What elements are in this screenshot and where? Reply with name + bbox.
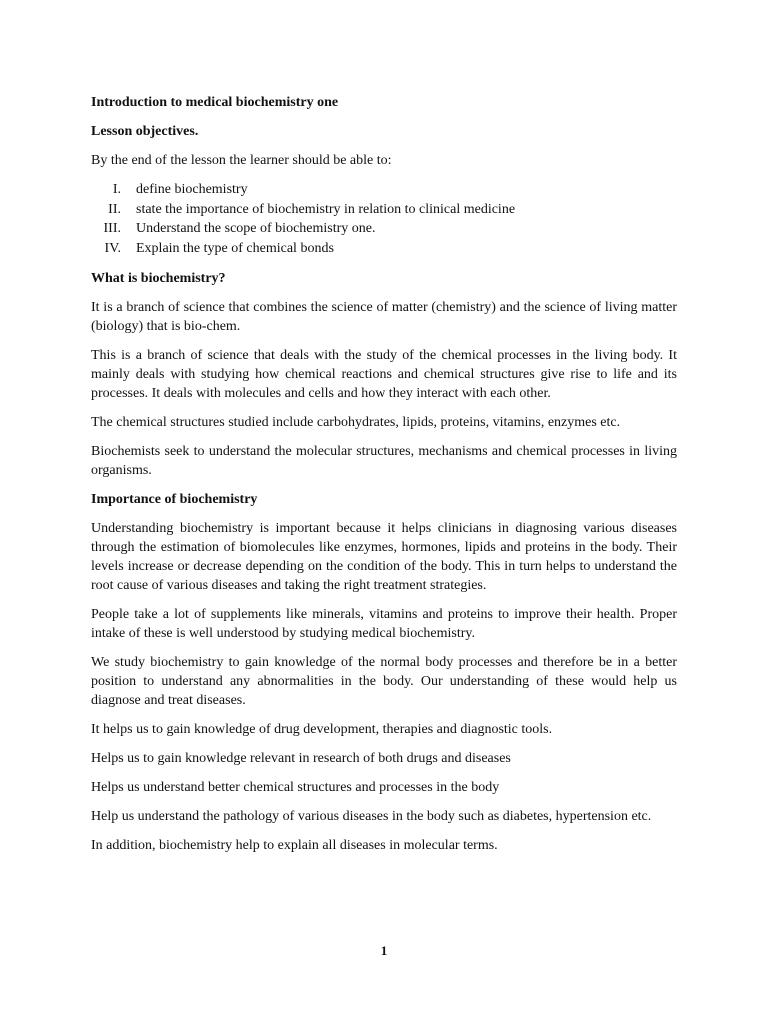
- objective-number: IV.: [104, 240, 121, 256]
- page-number: 1: [380, 943, 388, 958]
- paragraph: We study biochemistry to gain knowledge of the normal body processes and therefore be in a better position to understand any abnormalities in the body. Our understanding of these would help us diagnose and treat diseases.: [91, 655, 677, 708]
- paragraph: Help us understand the pathology of various diseases in the body such as diabetes, hypertension etc.: [91, 809, 652, 824]
- objective-number: II.: [108, 201, 121, 217]
- objectives-list: [91, 180, 677, 258]
- paragraph: Helps us understand better chemical structures and processes in the body: [91, 780, 500, 795]
- paragraph: This is a branch of science that deals with the study of the chemical processes in the living body. It mainly deals with studying how chemical reactions and chemical structures give rise to life and its processes. It deals with molecules and cells and how they interact with each other.: [91, 348, 677, 401]
- objectives-intro: By the end of the lesson the learner should be able to:: [91, 153, 392, 168]
- paragraph: Biochemists seek to understand the molecular structures, mechanisms and chemical processes in living organisms.: [91, 444, 677, 478]
- objective-item: [91, 239, 677, 259]
- objective-item: [91, 219, 677, 239]
- document-title: Introduction to medical biochemistry one: [91, 95, 339, 110]
- page-content: [91, 93, 677, 865]
- paragraph: It helps us to gain knowledge of drug development, therapies and diagnostic tools.: [91, 722, 553, 737]
- paragraph: In addition, biochemistry help to explain all diseases in molecular terms.: [91, 838, 498, 853]
- objective-number: III.: [103, 221, 121, 236]
- paragraph: The chemical structures studied include carbohydrates, lipids, proteins, vitamins, enzymes etc.: [91, 415, 621, 430]
- paragraph: Helps us to gain knowledge relevant in research of both drugs and diseases: [91, 751, 511, 766]
- objective-text: define biochemistry: [136, 182, 248, 197]
- objective-text: state the importance of biochemistry in relation to clinical medicine: [136, 201, 516, 217]
- objectives-heading: Lesson objectives.: [91, 124, 199, 139]
- objective-item: [91, 180, 677, 200]
- objective-item: [91, 200, 677, 220]
- paragraph: People take a lot of supplements like minerals, vitamins and proteins to improve their health. Proper intake of these is well understood by studying medical biochemistry.: [91, 607, 677, 641]
- section-heading-what-is-biochemistry: What is biochemistry?: [91, 271, 226, 286]
- paragraph: Understanding biochemistry is important because it helps clinicians in diagnosing various diseases through the estimation of biomolecules like enzymes, hormones, lipids and proteins in the body. Their levels increase or decrease depending on the condition of the body. This in turn helps to understand the root cause of various diseases and taking the right treatment strategies.: [91, 521, 677, 593]
- objective-number: I.: [112, 182, 121, 197]
- paragraph: It is a branch of science that combines the science of matter (chemistry) and the science of living matter (biology) that is bio-chem.: [91, 300, 677, 334]
- objective-text: Understand the scope of biochemistry one.: [136, 221, 376, 236]
- section-heading-importance: Importance of biochemistry: [91, 492, 258, 507]
- objective-text: Explain the type of chemical bonds: [136, 240, 334, 256]
